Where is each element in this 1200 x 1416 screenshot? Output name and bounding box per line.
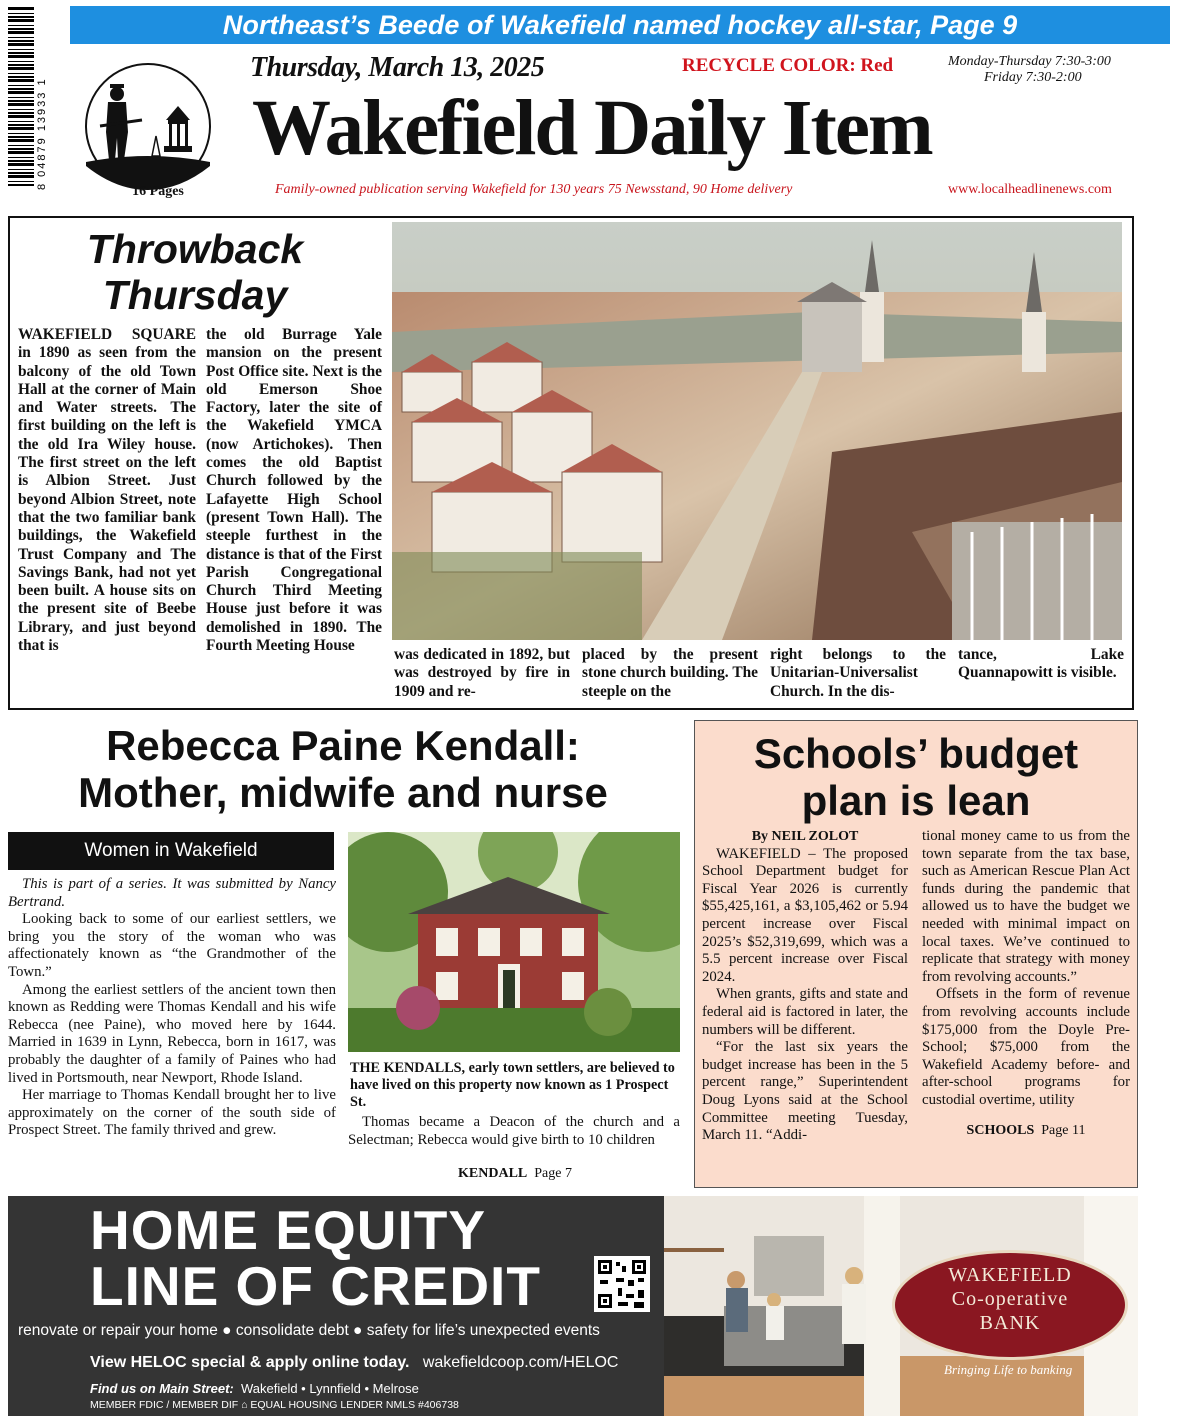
kendall-house-photo [348,832,680,1052]
top-banner-headline[interactable]: Northeast’s Beede of Wakefield named hockey all-star, Page 9 [70,6,1170,44]
qr-code-icon[interactable] [594,1256,650,1312]
kendall-photo-caption [350,1060,680,1111]
ad-headline-line1: HOME EQUITY [90,1199,487,1261]
schools-jump-link[interactable] [922,1122,1130,1140]
barcode-number: 8 04879 13933 1 [36,77,48,190]
throwback-col-5: right belongs to the Unitarian-Universalist Church. In the dis- [770,646,946,700]
kendall-jump-page: Page 7 [534,1166,572,1181]
schools-headline-line1: Schools’ budget [753,730,1079,777]
recycle-color: RECYCLE COLOR: Red [682,55,894,76]
ad-headline [90,1199,590,1317]
kendall-headline[interactable] [10,722,676,816]
kendall-para-1: Looking back to some of our earliest settlers, we bring you the story of the woman who was affectionately known as “the Grandmother of the Town.” [8,911,336,980]
schools-para-4: tional money came to us from the town separate from the tax base, such as American Rescue Plan Act funds during the pandemic that allowed us to have the budget we needed with minimal impact on local taxes. We’ve continued to replicate that strategy with money from revolving accounts.” [922,828,1130,985]
kendall-headline-line2: Mother, midwife and nurse [78,769,608,816]
issue-date: Thursday, March 13, 2025 [250,52,545,83]
section-label: Women in Wakefield [8,832,334,870]
masthead-title: Wakefield Daily Item [252,85,932,172]
throwback-title-line1: Throwback [86,226,304,272]
website-link[interactable]: www.localheadlinenews.com [948,182,1112,197]
throwback-col-3: was dedicated in 1892, but was destroyed by fire in 1909 and re- [394,646,570,700]
throwback-col-1: WAKEFIELD SQUARE in 1890 as seen from the balcony of the old Town Hall at the corner of Main and Water streets. The first building on the left is the old Ira Wiley house. The first street on the left is Albion Street. Just beyond Albion Street, note that the two familiar bank buildings, the Wakefield Trust Company and The Savings Bank, had not yet been built. A house sits on the present site of Beebe Library, and just beyond that is [18,326,196,655]
schools-para-1: WAKEFIELD – The proposed School Department budget for Fiscal Year 2026 is currently $55,425,161, a $3,105,462 or 5.94 percent increase over Fiscal 2025’s $52,319,699, which was a 5.5 percent increase over Fiscal 2024. [702,845,908,985]
caption-text: early town settlers, are believed to have lived on this property now known as 1 Prospect St. [350,1060,675,1110]
ad-find-towns: Wakefield • Lynnfield • Melrose [240,1381,419,1396]
schools-jump-page: Page 11 [1041,1122,1086,1138]
ad-locations [90,1381,419,1396]
bank-name-line1: WAKEFIELD [948,1264,1072,1286]
bank-logo-oval[interactable] [892,1250,1128,1360]
ad-headline-line2: LINE OF CREDIT [90,1255,541,1317]
wakefield-square-1890-photo [392,222,1122,640]
kendall-para-3: Her marriage to Thomas Kendall brought her to live approximately on the corner of the south side of Prospect Street. The family thrived and grew. [8,1087,336,1139]
kendall-jump-link[interactable] [350,1166,680,1182]
kendall-body-col1 [8,876,336,1140]
throwback-col-6: tance, Lake Quannapowitt is visible. [958,646,1124,682]
ad-cta-text: View HELOC special & apply online today. [90,1354,410,1371]
office-hours [948,54,1111,86]
ad-cta-url[interactable]: wakefieldcoop.com/HELOC [422,1354,619,1371]
caption-lead: THE KENDALLS, [350,1060,466,1076]
page-count: 16 Pages [132,184,184,199]
ad-call-to-action[interactable] [90,1354,670,1372]
schools-jump-word: SCHOOLS [966,1122,1035,1138]
barcode [8,6,34,186]
schools-para-2: When grants, gifts and state and federal aid is factored in later, the numbers will be different. [702,986,908,1038]
ad-benefits: renovate or repair your home ● consolidate debt ● safety for life’s unexpected events [18,1322,600,1339]
bank-slogan: Bringing Life to banking [944,1362,1073,1377]
schools-para-3: “For the last six years the budget increase has been in the 5 percent range,” Superintendent Doug Lyons said at the School Committee meeting Tuesday, March 11. “Addi- [702,1039,908,1144]
hours-weekday: Monday-Thursday 7:30-3:00 [948,54,1111,69]
schools-headline-line2: plan is lean [801,777,1031,824]
kendall-para-2: Among the earliest settlers of the ancient town then known as Redding were Thomas Kendall and his wife Rebecca (nee Paine), who moved here by 1644. Married in 1639 in Lynn, Rebecca, born in 1617, was probably the daughter of a family of Paines who had lived in Portsmouth, near Newport, Rhode Island. [8,981,336,1086]
throwback-title [30,226,360,318]
kendall-intro: This is part of a series. It was submitted by Nancy Bertrand. [8,876,336,910]
ad-member-disclosure: MEMBER FDIC / MEMBER DIF ⌂ EQUAL HOUSING LENDER NMLS #406738 [90,1399,459,1411]
bank-name-line3: BANK [979,1312,1041,1334]
byline: By NEIL ZOLOT [751,829,859,844]
kendall-headline-line1: Rebecca Paine Kendall: [106,722,580,769]
throwback-col-2: the old Burrage Yale mansion on the present Post Office site. Next is the old Emerson Shoe Factory, later the site of the Wakefield YMCA (now Artichokes). Then comes the old Baptist Church followed by the Lafayette High School (present Town Hall). The steeple furthest in the distance is that of the First Parish Congregational Church Third Meeting House just before it was demolished in 1890. The Fourth Meeting House [206,326,382,655]
bank-name-line2: Co-operative [951,1288,1069,1310]
newspaper-logo [70,62,226,190]
tagline: Family-owned publication serving Wakefield for 130 years 75 Newsstand, 90 Home delivery [275,182,793,197]
schools-para-5: Offsets in the form of revenue from revolving accounts include $175,000 from the Doyle Pre-School; $75,000 from the Wakefield Academy before- and after-school programs for custodial overtime, utility [922,986,1130,1108]
kendall-body-col2 [348,1114,680,1149]
schools-body-col1 [702,828,908,1145]
kendall-jump-word: KENDALL [458,1166,528,1181]
throwback-col-4: placed by the present stone church building. The steeple on the [582,646,758,700]
kendall-para-4: Thomas became a Deacon of the church and a Selectman; Rebecca would give birth to 10 children [348,1114,680,1148]
ad-find-label: Find us on Main Street: [90,1381,234,1396]
hours-friday: Friday 7:30-2:00 [984,70,1082,85]
schools-body-col2 [922,828,1130,1139]
throwback-title-line2: Thursday [102,272,288,318]
schools-headline[interactable] [696,730,1136,824]
